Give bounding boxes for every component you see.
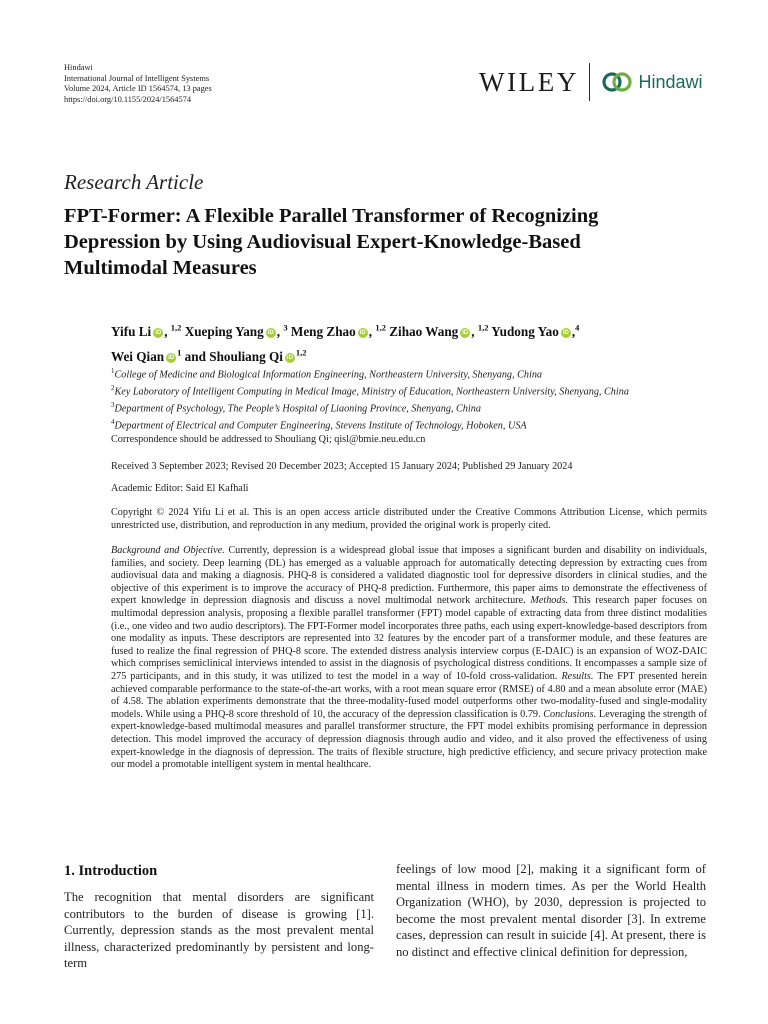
author[interactable]: Yudong Yao iD ,$^4$ [491, 323, 580, 340]
author[interactable]: Wei Qian $iD^1$ and [111, 347, 210, 364]
author[interactable]: Xueping Yang iD , $^3$ [184, 323, 288, 340]
academic-editor: Academic Editor: Said El Kafhali [111, 483, 249, 494]
abstract-background-label: Background and Objective. [111, 545, 225, 556]
abstract-conclusions: Leveraging the strength of expert-knowledge-based multimodal measures and parallel transformer structure, the FPT model exhibits promising performance in depression detection. This model improved the accuracy of depression diagnosis through audio and video, and it also proved the effectiveness of using expert-knowledge in the diagnosis of depression. The traits of flexible structure, high predictive efficiency, and secure privacy protection make our model a promotable intelligent system in mental healthcare. [111, 708, 707, 771]
journal-header [64, 63, 212, 105]
correspondence: Correspondence should be addressed to Shouliang Qi; qisl@bmie.neu.edu.cn [111, 434, 426, 445]
orcid-icon[interactable]: iD [562, 330, 569, 337]
author-list [111, 318, 711, 367]
affiliation: $^4$Department of Electrical and Computer Engineering, Stevens Institute of Technology, Hoboken, USA [111, 417, 527, 432]
volume-info: Volume 2024, Article ID 1564574, 13 pages [64, 84, 212, 94]
author[interactable]: Yifu Li iD , $^{1,2}$ [111, 323, 182, 340]
article-type: Research Article [64, 170, 204, 194]
affiliation: $^2$Key Laboratory of Intelligent Computing in Medical Image, Ministry of Education, Northeastern University, Shenyang, China [111, 383, 629, 398]
orcid-icon[interactable]: iD [462, 330, 469, 337]
publisher-branding [479, 60, 703, 104]
author[interactable]: Zihao Wang iD , $^{1,2}$ [389, 323, 489, 340]
abstract-methods-label: Methods. [530, 595, 569, 607]
hindawi-logo-text: Hindawi [638, 71, 703, 92]
hindawi-rings-icon [602, 69, 632, 95]
abstract-results-label: Results. [561, 670, 594, 682]
affiliation: $^3$Department of Psychology, The People’s Hospital of Liaoning Province, Shenyang, China [111, 400, 481, 415]
body-text-right-column: feelings of low mood [2], making it a significant form of mental illness in modern times. As per the World Health Organization (WHO), by 2030, depression is projected to become the most prevalent mental disorder [3]. In extreme cases, depression can result in suicide [4]. At present, there is no distinct and effective clinical definition for depression, [396, 862, 706, 959]
copyright-notice: Copyright © 2024 Yifu Li et al. This is an open access article distributed under the Creative Commons Attribution License, which permits unrestricted use, distribution, and reproduction in any medium, provided the original work is properly cited. [111, 507, 707, 531]
affiliation: $^1$College of Medicine and Biological Information Engineering, Northeastern University, Shenyang, China [111, 367, 543, 381]
orcid-icon[interactable]: iD [168, 354, 175, 361]
abstract-results: The FPT presented herein achieved comparable performance to the state-of-the-art works, with a root mean square error (RMSE) of 4.80 and a mean absolute error (MAE) of 4.58. The ablation experiments demonstrate that the three-modality-fused model outperforms other two-modality-fused and single-modality models. While using a PHQ-8 score threshold of 10, the accuracy of the depression classification is 0.79. [111, 670, 707, 720]
doi-link[interactable]: https://doi.org/10.1155/2024/1564574 [64, 94, 192, 104]
publisher-name: Hindawi [64, 63, 93, 72]
abstract [111, 545, 707, 772]
body-text-left-column: The recognition that mental disorders are significant contributors to the burden of disease is growing [1]. Currently, depression stands as the most prevalent mental illness, characterized predominantly by persistent and long-term [64, 890, 374, 970]
abstract-conclusions-label: Conclusions. [543, 708, 597, 720]
orcid-icon[interactable]: iD [359, 330, 366, 337]
author[interactable]: Shouliang Qi iD$^{1,2}$ [209, 347, 307, 364]
affiliation-list [111, 365, 629, 433]
article-title: FPT-Former: A Flexible Parallel Transformer of Recognizing Depression by Using Audiovisual Expert-Knowledge-Based Multimodal Measures [64, 205, 599, 279]
orcid-icon[interactable]: iD [286, 354, 293, 361]
wiley-logo: WILEY [479, 66, 579, 97]
publication-dates: Received 3 September 2023; Revised 20 December 2023; Accepted 15 January 2024; Published 29 January 2024 [111, 461, 573, 472]
section-heading: 1. Introduction [64, 863, 158, 879]
orcid-icon[interactable]: iD [267, 330, 274, 337]
brand-divider [589, 63, 591, 101]
abstract-background: Currently, depression is a widespread global issue that imposes a significant burden and disability on individuals, families, and society. Deep learning (DL) has emerged as a valuable approach for automatically detecting depression by extracting cues from audiovisual data and making a diagnosis. PHQ-8 is considered a validated diagnostic tool for depressive disorders in clinical studies, and the objective of this experiment is to improve the accuracy of PHQ-8 prediction. Furthermore, this paper aims to demonstrate the effectiveness of expert knowledge in depression diagnosis and discuss a novel multimodal network architecture. [111, 545, 707, 607]
orcid-icon[interactable]: iD [155, 330, 162, 337]
author[interactable]: Meng Zhao iD , $^{1,2}$ [290, 323, 386, 340]
abstract-methods: This research paper focuses on multimodal depression analysis, proposing a flexible parallel transformer (FPT) model capable of extracting data from three distinct modalities (i.e., one video and two audio descriptors). The FPT-Former model incorporates three paths, each using expert-knowledge-based descriptors from one modality as inputs. These descriptors are represented into 32 features by the encoder part of a transformer module, and these features are fused to realize the final regression of PHQ-8 score. The extended distress analysis interview corpus (E-DAIC) is an expansion of WOZ-DAIC which comprises semiclinical interviews intended to assist in the diagnosis of psychological distress conditions. It encompasses a sample size of 275 participants, and in this study, it was utilized to test the model in a way of 10-fold cross-validation. [111, 595, 707, 682]
journal-name: International Journal of Intelligent Systems [64, 73, 210, 83]
